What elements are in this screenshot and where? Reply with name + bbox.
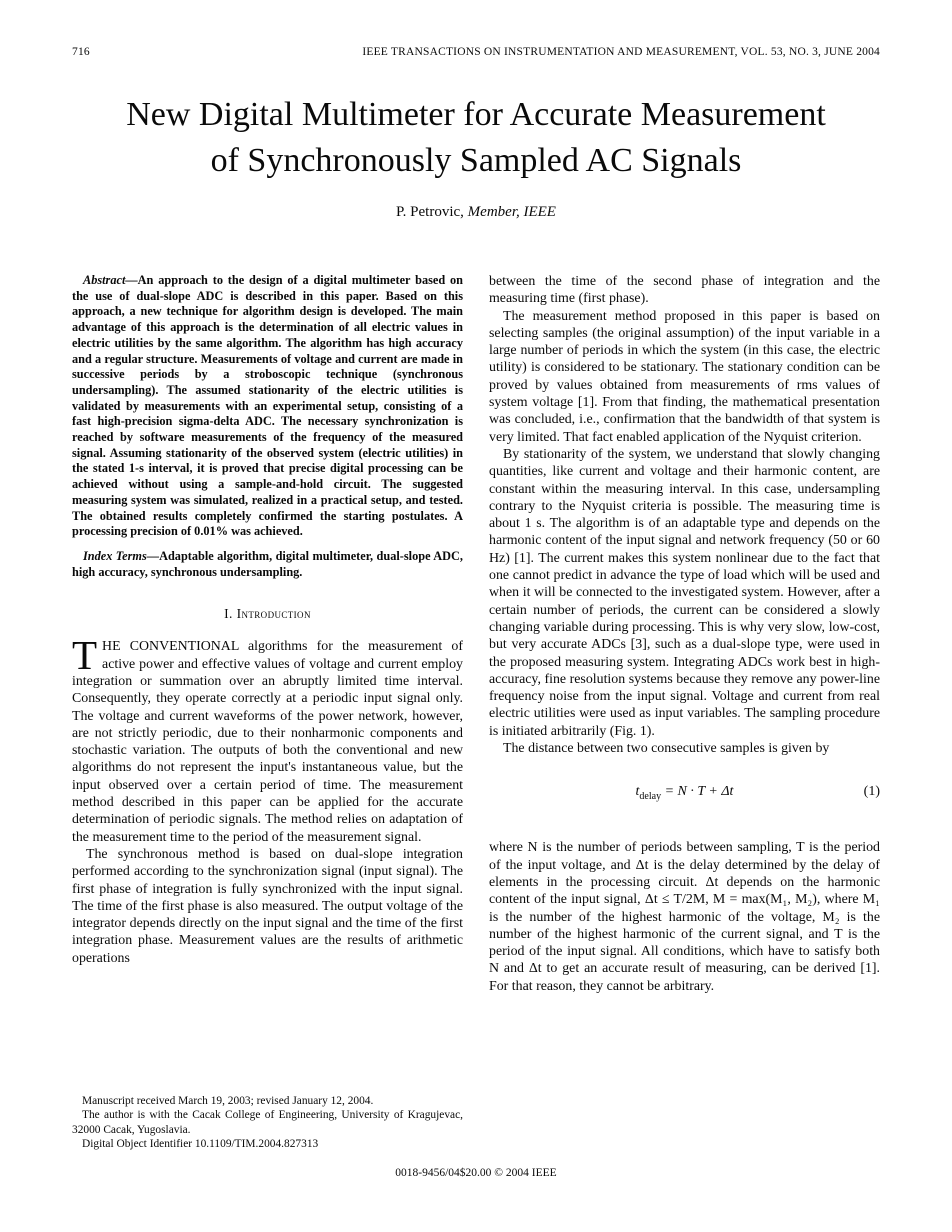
first-page-footnote [72,1094,463,1151]
right-paragraph-1: between the time of the second phase of integration and the measuring time (first phase). [489,274,880,307]
left-column [72,273,463,1151]
equation-1 [489,783,880,805]
drop-cap: T [72,632,98,679]
paper-title-line1: New Digital Multimeter for Accurate Measurement [126,96,826,133]
intro-paragraph-1-text: HE CONVENTIONAL algorithms for the measurement of active power and effective values of voltage and current employ integration or summation over an abruptly limited time interval. Consequently, they operate correctly at a periodic input signal only. The voltage and current waveforms of the power network, however, are not strictly periodic, due to their nonharmonic components and stochastic variation. The outputs of both the conventional and new algorithms do not represent the input's instantaneous value, but the input observed over a certain period of time. The measurement method described in this paper can be applied for the accurate determination of periodic signals. The method relies on adaptation of the measurement time to the period of the measurement signal. [72,639,463,845]
intro-paragraph-2: The synchronous method is based on dual-slope integration performed according to the synchronization signal (input signal). The first phase of integration is fully synchronized with the input signal. The time of the first phase is also measured. The output voltage of the integrator depends directly on the input signal and the time of the first integration phase. Measurement values are the results of arithmetic operations [72,846,463,966]
abstract-paragraph [72,273,463,540]
running-head [72,46,880,58]
intro-paragraph-1 [72,632,463,846]
right-paragraph-4: The distance between two consecutive samples is given by [503,741,830,757]
section-heading-introduction: I. Introduction [224,606,311,622]
page-number: 716 [72,46,90,58]
journal-title: IEEE TRANSACTIONS ON INSTRUMENTATION AND MEASUREMENT, VOL. 53, NO. 3, JUNE 2004 [362,46,880,58]
abstract-label: Abstract— [83,273,138,287]
right-paragraph-2: The measurement method proposed in this paper is based on selecting samples (the original assumption) of the input variable in a large number of periods in which the system (in this case, the electric utility) is considered to be stationary. The stationary condition can be proved by values obtained from measurements of rms values of system voltage [1]. From that finding, the mathematical presentation was concluded, i.e., confirmation that the bandwidth of that system is very limited. That fact enabled application of the Nyquist criterion. [489,308,880,445]
abstract-text: An approach to the design of a digital multimeter based on the use of dual-slope ADC is described in this paper. Based on this approach, a new technique for algorithm design is developed. The main advantage of this approach is the determination of all electric values in electric utilities by the same algorithm. The algorithm has high accuracy and a regular structure. Measurements of voltage and current are made in successive periods by a stroboscopic technique (synchronous undersampling). The assumed stationarity of the electric utilities is validated by measurements with an experimental setup, consisting of a fast high-precision sigma-delta ADC. The necessary synchronization is reached by software measurements of the frequency of the measured signal. Assuming stationarity of the observed system (electric utilities) in the stated 1-s interval, it is proved that precise digital processing can be achieved without using a sample-and-hold circuit. The suggested measuring system was simulated, realized in a practical setup, and tested. The obtained results completely confirmed the starting postulates. A processing precision of 0.01% was achieved. [72,273,463,539]
equation-number: (1) [863,784,880,800]
right-paragraph-5: where N is the number of periods between sampling, T is the period of the input voltage, and Δt is the delay determined by the delay of elements in the processing circuit. Δt depends on the harmonic content of the input signal, Δt ≤ T/2M, M = max(M₁, M₂), where M₁ is the number of the highest harmonic of the voltage, M₂ is the number of the highest harmonic of the current signal, and T is the period of the input signal. All conditions, which have to satisfy both N and Δt to get an accurate result of measuring, can be derived [1]. For that reason, they cannot be arbitrary. [489,840,880,994]
footnote-doi: Digital Object Identifier 10.1109/TIM.2004.827313 [82,1137,319,1150]
footnote-affiliation: The author is with the Cacak College of Engineering, University of Kragujevac, 32000 Cacak, Yugoslavia. [72,1109,463,1136]
paper-title-line2: of Synchronously Sampled AC Signals [210,142,742,179]
equation-variable: t [635,784,640,800]
author-line [72,204,880,221]
index-terms-paragraph [72,549,463,580]
author-membership: Member, IEEE [467,204,556,220]
right-column [489,273,880,1151]
right-paragraph-3: By stationarity of the system, we understand that slowly changing quantities, like current and voltage and their harmonic content, are constant within the measuring interval. In this case, undersampling contrary to the Nyquist criteria is possible. The measuring time is about 1 s. The algorithm is of an adaptable type and depends on the harmonic content of the input signal and network frequency (50 or 60 Hz) [1]. The current makes this system nonlinear due to the fact that one cannot predict in advance the type of load which will be used and when it will be connected to the investigated system. However, after a certain number of periods, the current can be considered a slowly changing variable during processing. This is why very slow, low-cost, but very accurate ADCs [3], such as a dual-slope type, were used in the proposed measuring system. Integrating ADCs work best in high-accuracy, fine resolution systems because they remove any power-line frequency noise from the input signal. Voltage and current from real electric utilities were used as input variables. The sampling procedure is initiated arbitrarily (Fig. 1). [489,446,880,739]
footnote-manuscript: Manuscript received March 19, 2003; revised January 12, 2004. [82,1095,374,1108]
equation-expression: = N · T + Δt [661,784,734,800]
paper-title [72,92,880,184]
index-terms-label: Index Terms— [83,548,160,563]
abstract [72,273,463,540]
index-terms [72,549,463,580]
introduction-text [72,632,463,967]
author-name: P. Petrovic, [396,204,468,220]
copyright-line: 0018-9456/04$20.00 © 2004 IEEE [395,1167,557,1179]
two-column-body [72,273,880,1151]
index-terms-text: Adaptable algorithm, digital multimeter, dual-slope ADC, high accuracy, synchronous undersampling. [72,548,463,579]
equation-subscript: delay [639,791,662,803]
